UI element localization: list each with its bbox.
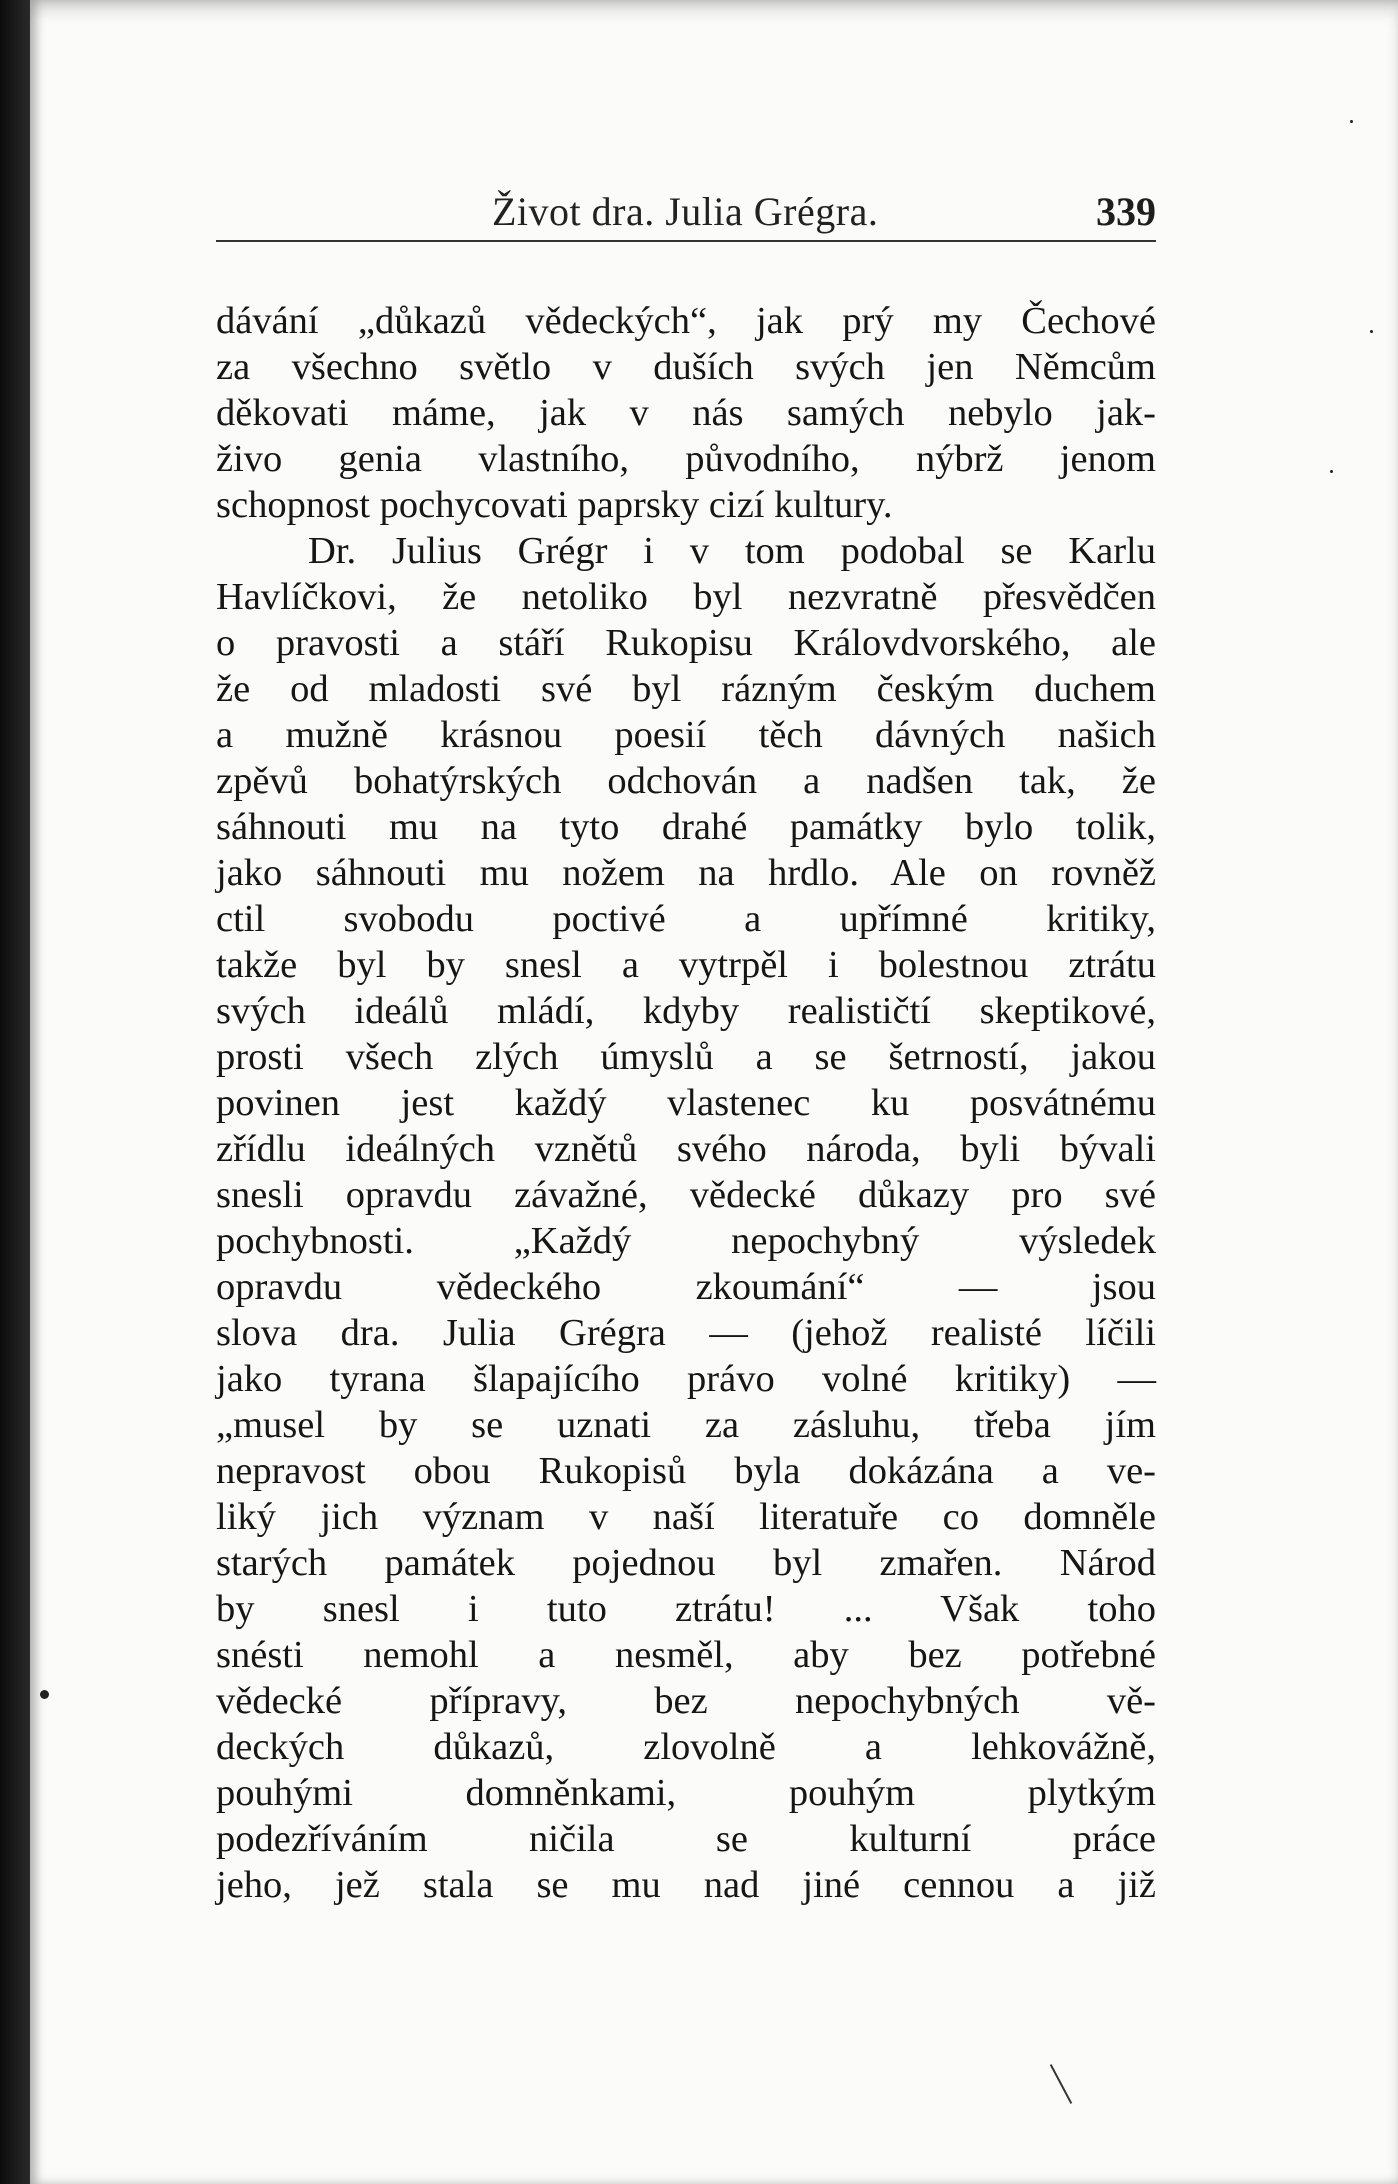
text-line: vědecké přípravy, bez nepochybných vě- (216, 1680, 1156, 1722)
text-line: „musel by se uznati za zásluhu, třeba jím (216, 1404, 1156, 1446)
pen-mark (1050, 2064, 1072, 2104)
text-line: zpěvů bohatýrských odchován a nadšen tak, že (216, 760, 1156, 802)
text-line: živo genia vlastního, původního, nýbrž jenom (216, 438, 1156, 480)
text-line: že od mladosti své byl rázným českým duchem (216, 668, 1156, 710)
text-line: a mužně krásnou poesií těch dávných našich (216, 714, 1156, 756)
text-line: povinen jest každý vlastenec ku posvátnému (216, 1082, 1156, 1124)
scan-speck (40, 1690, 49, 1699)
text-line: jeho, jež stala se mu nad jiné cennou a již (216, 1864, 1156, 1906)
text-line: takže byl by snesl a vytrpěl i bolestnou ztrátu (216, 944, 1156, 986)
text-line: zřídlu ideálných vznětů svého národa, byli bývali (216, 1128, 1156, 1170)
text-line: prosti všech zlých úmyslů a se šetrností, jakou (216, 1036, 1156, 1078)
running-head (216, 184, 1156, 242)
text-line: ctil svobodu poctivé a upřímné kritiky, (216, 898, 1156, 940)
scan-speck (1370, 330, 1373, 333)
text-line: sáhnouti mu na tyto drahé památky bylo tolik, (216, 806, 1156, 848)
text-line: dávání „důkazů vědeckých“, jak prý my Čechové (216, 300, 1156, 342)
text-line: děkovati máme, jak v nás samých nebylo jak- (216, 392, 1156, 434)
scan-speck (1350, 120, 1353, 123)
text-line: pouhými domněnkami, pouhým plytkým (216, 1772, 1156, 1814)
text-line: schopnost pochycovati paprsky cizí kultury. (216, 484, 893, 526)
text-line: o pravosti a stáří Rukopisu Královdvorského, ale (216, 622, 1156, 664)
page-gutter-shadow (0, 0, 30, 2184)
text-line: svých ideálů mládí, kdyby realističtí skeptikové, (216, 990, 1156, 1032)
text-line: nepravost obou Rukopisů byla dokázána a ve- (216, 1450, 1156, 1492)
text-line: Havlíčkovi, že netoliko byl nezvratně přesvědčen (216, 576, 1156, 618)
book-page (30, 0, 1398, 2184)
text-line: by snesl i tuto ztrátu! ... Však toho (216, 1588, 1156, 1630)
text-line: starých památek pojednou byl zmařen. Národ (216, 1542, 1156, 1584)
scan-speck (1330, 470, 1333, 473)
text-line: jako tyrana šlapajícího právo volné kritiky) — (216, 1358, 1156, 1400)
text-line: podezříváním ničila se kulturní práce (216, 1818, 1156, 1860)
page-number: 339 (1096, 189, 1156, 234)
text-line: snesli opravdu závažné, vědecké důkazy pro své (216, 1174, 1156, 1216)
text-line: Dr. Julius Grégr i v tom podobal se Karlu (308, 530, 1156, 572)
running-title: Život dra. Julia Grégra. (492, 189, 879, 234)
text-line: liký jich význam v naší literatuře co domněle (216, 1496, 1156, 1538)
body-text (216, 298, 1156, 1908)
text-line: snésti nemohl a nesměl, aby bez potřebné (216, 1634, 1156, 1676)
text-line: deckých důkazů, zlovolně a lehkovážně, (216, 1726, 1156, 1768)
text-line: pochybnosti. „Každý nepochybný výsledek (216, 1220, 1156, 1262)
text-line: opravdu vědeckého zkoumání“ — jsou (216, 1266, 1156, 1308)
text-line: jako sáhnouti mu nožem na hrdlo. Ale on rovněž (216, 852, 1156, 894)
text-line: za všechno světlo v duších svých jen Němcům (216, 346, 1156, 388)
text-line: slova dra. Julia Grégra — (jehož realisté líčili (216, 1312, 1156, 1354)
